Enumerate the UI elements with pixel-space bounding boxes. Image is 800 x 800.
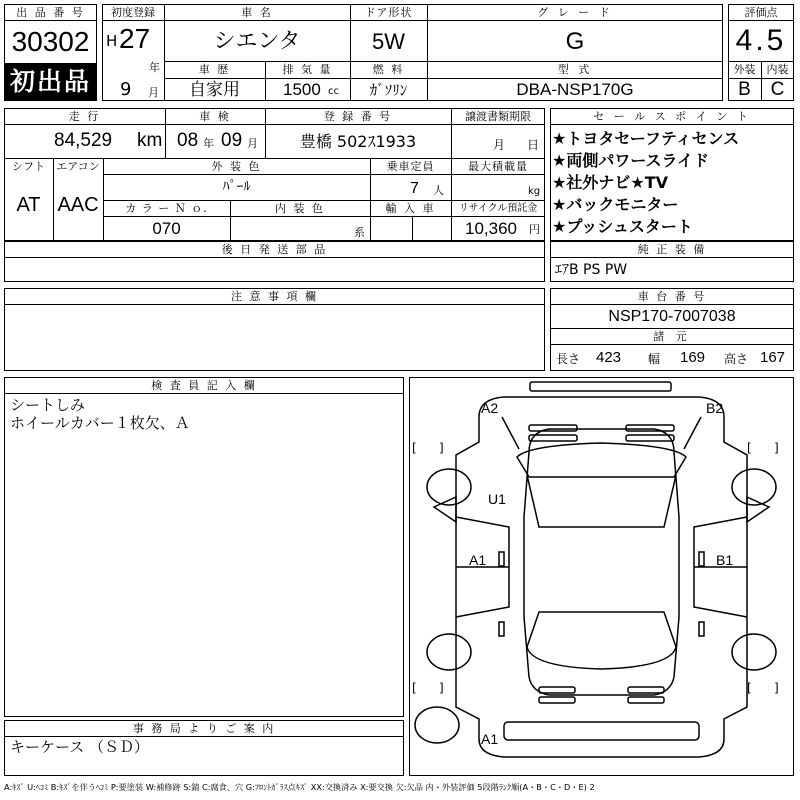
grade-label: グ レ ー ド	[537, 6, 613, 19]
score-label: 評価点	[744, 6, 778, 19]
exterior-grade: B	[738, 79, 751, 100]
import-label: 輸 入 車	[385, 202, 436, 215]
equipment-list: ｴｱB PS PW	[555, 262, 628, 278]
inspector-label: 検 査 員 記 入 欄	[151, 379, 257, 392]
inspection-year-unit: 年	[203, 137, 214, 150]
history-label: 車 歴	[198, 63, 231, 76]
office-label: 事 務 局 よ り ご 案 内	[132, 722, 276, 735]
plate-number: 豊橋 502ｽ1933	[299, 132, 417, 151]
era: H	[106, 32, 118, 50]
sales-point-item: ★トヨタセーフティセンス	[552, 129, 740, 148]
lot-label: 出 品 番 号	[16, 6, 85, 19]
shift-label: シフト	[12, 160, 45, 173]
reg-label: 初度登録	[111, 6, 155, 19]
displacement: 1500	[283, 80, 321, 99]
damage-mark-a1-left: A1	[469, 552, 487, 568]
mileage: 84,529	[54, 130, 113, 151]
sales-points-label: セ ー ル ス ポ イ ン ト	[593, 110, 751, 123]
sales-point-item: ★社外ナビ★TV	[552, 173, 668, 192]
capacity-unit: 人	[433, 184, 444, 197]
load-unit: kg	[528, 186, 541, 197]
transfer-day-unit: 日	[527, 138, 540, 152]
displacement-unit: cc	[328, 86, 339, 97]
notes-label: 注 意 事 項 欄	[231, 290, 318, 303]
car-name: シエンタ	[213, 29, 301, 54]
lot-number: 30302	[11, 26, 90, 57]
height: 167	[760, 349, 786, 366]
mileage-label: 走 行	[68, 110, 101, 123]
svg-text:]: ]	[774, 681, 779, 695]
capacity-label: 乗車定員	[386, 160, 435, 173]
legend: A:ｷｽﾞ U:ﾍｺﾐ B:ｷｽﾞを伴うﾍｺﾐ P:要塗装 W:補修跡 S:錆 C:腐食、穴 G:ﾌﾛﾝﾄｶﾞﾗｽ点ｷｽﾞ XX:交換済み X:要交換 欠:欠品 内・外装評価 5段階ﾗﾝｸ順(A・B・C・D・E) 2	[4, 782, 595, 792]
door-type: 5W	[372, 29, 405, 54]
model-label: 型 式	[557, 63, 593, 76]
transfer-label: 譲渡書類期限	[465, 110, 531, 123]
svg-text:]: ]	[774, 441, 779, 455]
width-label: 幅	[648, 352, 661, 366]
body-color: ﾊﾟｰﾙ	[222, 179, 251, 195]
inspection-label: 車 検	[199, 110, 231, 123]
svg-text:]: ]	[439, 441, 444, 455]
length-label: 長さ	[556, 352, 581, 366]
car-diagram	[409, 377, 794, 776]
height-label: 高さ	[724, 352, 749, 366]
color-label: 外 装 色	[211, 160, 262, 173]
inspector-note: シートしみ	[10, 396, 86, 414]
interior-label: 内装	[766, 63, 789, 76]
air-conditioner: AAC	[57, 194, 99, 216]
sales-point-item: ★両側パワースライド	[552, 151, 710, 170]
svg-text:]: ]	[439, 681, 444, 695]
recycle-label: リサイクル預託金	[458, 203, 538, 214]
svg-text:[: [	[412, 441, 417, 455]
fuel: ｶﾞｿﾘﾝ	[369, 81, 408, 99]
equipment-label: 純 正 装 備	[637, 243, 707, 256]
reg-month: 9	[120, 79, 132, 100]
capacity: 7	[410, 180, 419, 197]
length: 423	[596, 349, 622, 366]
chassis-label: 車 台 番 号	[637, 290, 707, 303]
sales-point-item: ★プッシュスタート	[552, 217, 693, 236]
svg-text:[: [	[747, 681, 752, 695]
transfer-month-unit: 月	[493, 138, 506, 152]
color-no-label: カ ラ ー Ｎ ｏ.	[125, 202, 208, 215]
recycle-deposit: 10,360	[465, 219, 517, 238]
specs-label: 諸 元	[653, 330, 691, 343]
grade: G	[565, 28, 585, 55]
door-label: ドア形状	[364, 6, 413, 19]
score: 4.5	[735, 24, 787, 57]
inspection-month-unit: 月	[247, 137, 258, 150]
damage-mark-a1-bottom: A1	[481, 731, 499, 747]
chassis-number: NSP170-7007038	[608, 308, 736, 325]
later-parts-label: 後 日 発 送 部 品	[221, 243, 328, 256]
svg-text:[: [	[412, 681, 417, 695]
damage-mark-b1: B1	[716, 552, 734, 568]
reg-year: 27	[119, 23, 151, 54]
load-label: 最大積載量	[468, 160, 528, 173]
recycle-unit: 円	[529, 223, 540, 236]
ac-label: エアコン	[56, 160, 100, 173]
exterior-label: 外装	[733, 63, 756, 76]
color-number: 070	[152, 219, 181, 238]
shift: AT	[16, 194, 41, 216]
reg-month-unit: 月	[148, 86, 159, 99]
interior-color-label: 内 装 色	[275, 202, 325, 215]
inspection-year: 08	[177, 130, 199, 151]
plate-label: 登 録 番 号	[323, 110, 393, 123]
interior-color-unit: 系	[354, 226, 365, 239]
office-note: キーケース （ＳＤ）	[10, 738, 150, 756]
sales-point-item: ★バックモニター	[552, 195, 679, 214]
history: 自家用	[189, 80, 240, 100]
mileage-unit: km	[137, 130, 163, 151]
displacement-label: 排 気 量	[282, 63, 333, 76]
car-name-label: 車 名	[241, 6, 273, 19]
first-listing-badge: 初出品	[9, 67, 91, 96]
reg-year-unit: 年	[149, 61, 160, 74]
damage-mark-a2: A2	[481, 400, 499, 416]
damage-mark-b2: B2	[706, 400, 724, 416]
fuel-label: 燃 料	[372, 63, 405, 76]
interior-grade: C	[770, 79, 785, 100]
svg-text:[: [	[747, 441, 752, 455]
inspector-note: ホイールカバー１枚欠、Ａ	[10, 414, 190, 432]
model-code: DBA-NSP170G	[516, 80, 634, 99]
width: 169	[680, 349, 706, 366]
damage-mark-u1: U1	[488, 491, 506, 507]
inspection-month: 09	[221, 130, 243, 151]
